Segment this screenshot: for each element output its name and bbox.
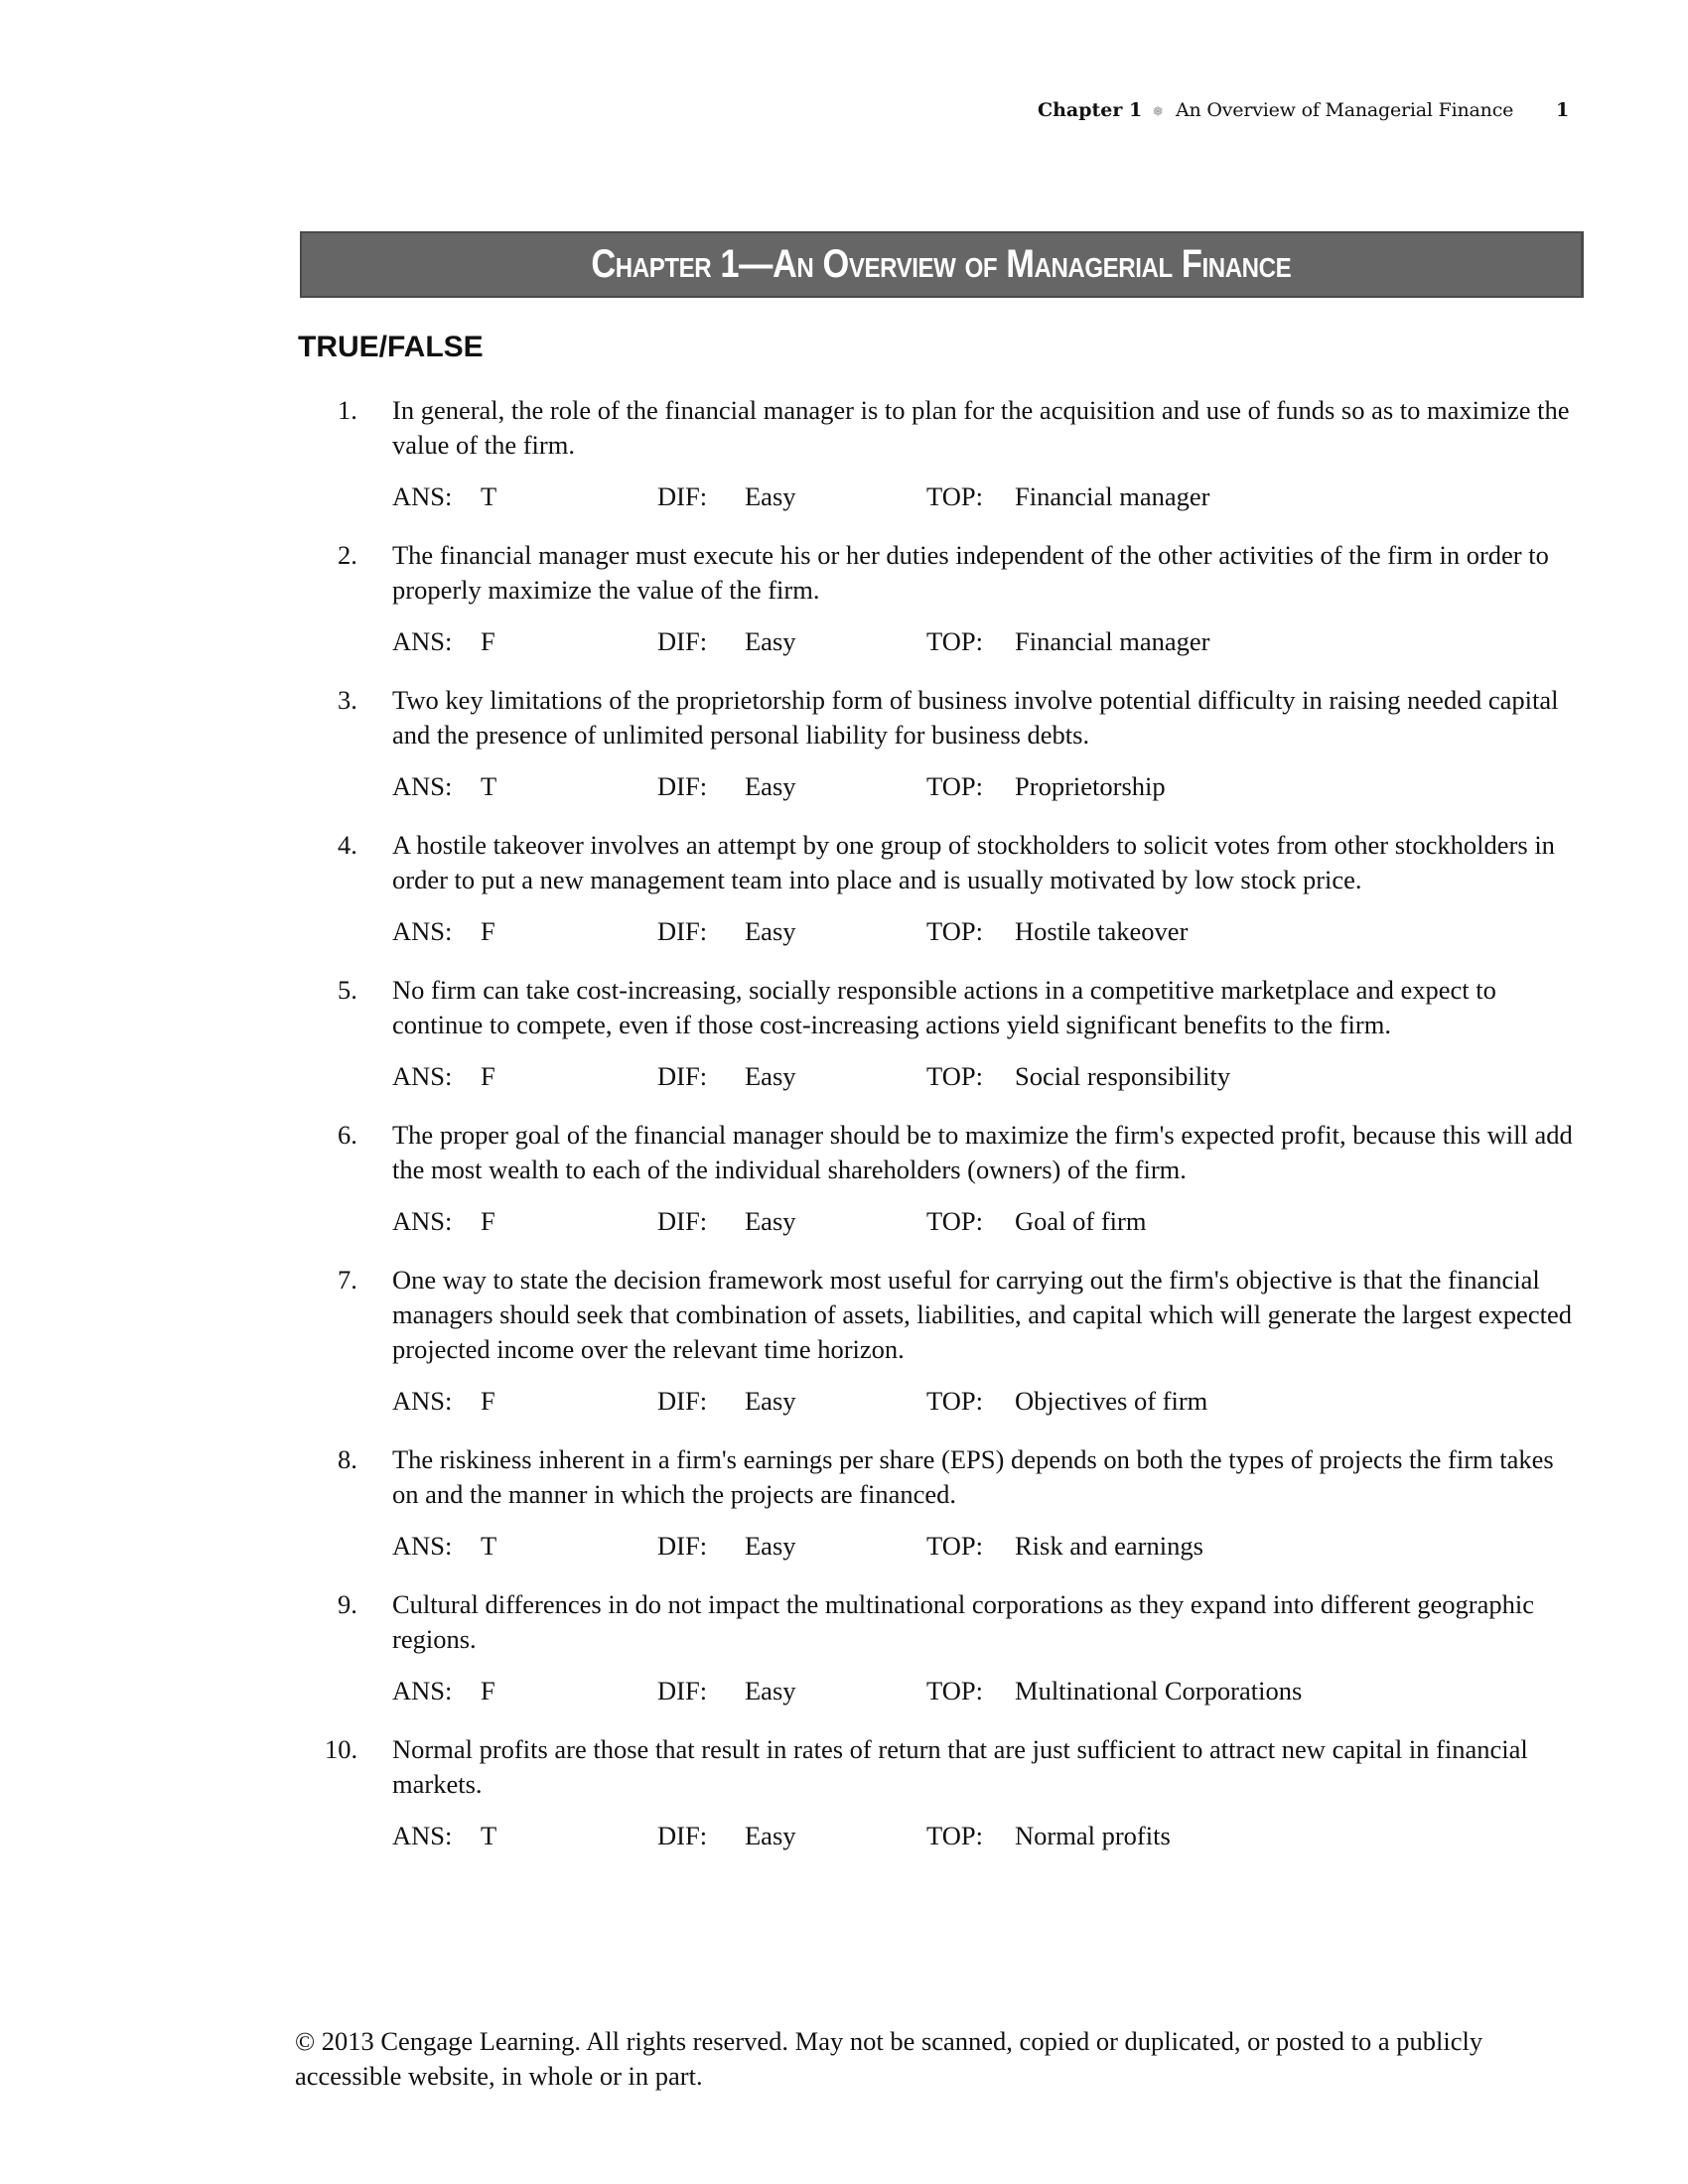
dif-label: DIF: [657, 1386, 708, 1416]
page-number: 1 [1556, 99, 1570, 121]
difficulty-value: Easy [745, 481, 796, 511]
topic-value: Social responsibility [1015, 1061, 1231, 1091]
question-item [338, 1442, 1579, 1564]
difficulty-value: Easy [745, 1531, 796, 1561]
answer-value: F [481, 1386, 495, 1416]
chapter-title: Chapter 1—An Overview of Managerial Finance [591, 242, 1292, 286]
difficulty-value: Easy [745, 1386, 796, 1416]
difficulty-value: Easy [745, 1061, 796, 1091]
answer-value: F [481, 916, 495, 946]
answer-meta [392, 914, 1579, 949]
question-number: 5. [338, 975, 357, 1005]
ans-label: ANS: [392, 1531, 453, 1561]
top-label: TOP: [926, 626, 983, 656]
difficulty-value: Easy [745, 771, 796, 801]
ans-label: ANS: [392, 1676, 453, 1706]
question-number: 10. [325, 1734, 358, 1764]
ans-label: ANS: [392, 1206, 453, 1236]
chapter-title-banner [300, 231, 1584, 298]
section-heading: TRUE/FALSE [298, 331, 484, 363]
answer-value: F [481, 1676, 495, 1706]
topic-value: Objectives of firm [1015, 1386, 1208, 1416]
snowflake-ornament-icon: ❅ [1152, 104, 1164, 120]
question-number: 9. [338, 1589, 357, 1619]
topic-value: Normal profits [1015, 1821, 1171, 1850]
ans-label: ANS: [392, 771, 453, 801]
topic-value: Goal of firm [1015, 1206, 1147, 1236]
ans-label: ANS: [392, 626, 453, 656]
question-number: 3. [338, 685, 357, 715]
difficulty-value: Easy [745, 916, 796, 946]
question-text: The riskiness inherent in a firm's earnings per share (EPS) depends on both the types of projects the firm takes on and the manner in which the projects are financed. [392, 1444, 1554, 1509]
answer-value: T [481, 1821, 497, 1850]
running-header-title: An Overview of Managerial Finance [1175, 99, 1514, 121]
answer-value: T [481, 771, 497, 801]
top-label: TOP: [926, 1676, 983, 1706]
question-text: The financial manager must execute his or her duties independent of the other activities of the firm in order to properly maximize the value of the firm. [392, 540, 1549, 605]
difficulty-value: Easy [745, 626, 796, 656]
top-label: TOP: [926, 916, 983, 946]
answer-meta [392, 1819, 1579, 1853]
question-item [338, 973, 1579, 1094]
question-number: 6. [338, 1120, 357, 1150]
question-item [338, 1118, 1579, 1239]
dif-label: DIF: [657, 1206, 708, 1236]
question-text: One way to state the decision framework most useful for carrying out the firm's objective is that the financial managers should seek that combination of assets, liabilities, and capital which will generate the largest expected projected income over the relevant time horizon. [392, 1265, 1572, 1364]
ans-label: ANS: [392, 1821, 453, 1850]
dif-label: DIF: [657, 916, 708, 946]
answer-meta [392, 1674, 1579, 1708]
ans-label: ANS: [392, 1386, 453, 1416]
difficulty-value: Easy [745, 1676, 796, 1706]
ans-label: ANS: [392, 481, 453, 511]
question-text: Normal profits are those that result in rates of return that are just sufficient to attract new capital in financial markets. [392, 1734, 1528, 1799]
answer-meta [392, 479, 1579, 514]
dif-label: DIF: [657, 1821, 708, 1850]
question-text: The proper goal of the financial manager should be to maximize the firm's expected profit, because this will add the most wealth to each of the individual shareholders (owners) of the firm. [392, 1120, 1573, 1184]
answer-meta [392, 1529, 1579, 1564]
answer-value: F [481, 626, 495, 656]
question-number: 2. [338, 540, 357, 570]
question-text: Two key limitations of the proprietorship form of business involve potential difficulty in raising needed capital and the presence of unlimited personal liability for business debts. [392, 685, 1559, 750]
dif-label: DIF: [657, 626, 708, 656]
topic-value: Multinational Corporations [1015, 1676, 1303, 1706]
question-text: A hostile takeover involves an attempt by one group of stockholders to solicit votes from other stockholders in order to put a new management team into place and is usually motivated by low stock price. [392, 830, 1555, 894]
answer-value: T [481, 481, 497, 511]
top-label: TOP: [926, 1206, 983, 1236]
top-label: TOP: [926, 1386, 983, 1416]
question-item [338, 393, 1579, 514]
question-number: 8. [338, 1444, 357, 1474]
question-list [325, 393, 1579, 1853]
top-label: TOP: [926, 1821, 983, 1850]
question-number: 1. [338, 395, 357, 425]
question-text: Cultural differences in do not impact the multinational corporations as they expand into different geographic regions. [392, 1589, 1534, 1654]
dif-label: DIF: [657, 771, 708, 801]
question-item [338, 538, 1579, 659]
dif-label: DIF: [657, 1061, 708, 1091]
top-label: TOP: [926, 1531, 983, 1561]
running-header [1038, 99, 1574, 133]
top-label: TOP: [926, 1061, 983, 1091]
top-label: TOP: [926, 481, 983, 511]
ans-label: ANS: [392, 1061, 453, 1091]
answer-meta [392, 1384, 1579, 1419]
answer-meta [392, 769, 1579, 804]
question-item [338, 828, 1579, 949]
question-item [325, 1732, 1579, 1853]
answer-value: F [481, 1206, 495, 1236]
question-number: 4. [338, 830, 357, 860]
question-number: 7. [338, 1265, 357, 1295]
answer-value: T [481, 1531, 497, 1561]
topic-value: Financial manager [1015, 481, 1210, 511]
answer-meta [392, 1204, 1579, 1239]
question-text: No firm can take cost-increasing, socially responsible actions in a competitive marketplace and expect to continue to compete, even if those cost-increasing actions yield significant benefits to the firm. [392, 975, 1496, 1039]
running-header-chapter: Chapter 1 [1038, 99, 1143, 121]
topic-value: Financial manager [1015, 626, 1210, 656]
answer-value: F [481, 1061, 495, 1091]
topic-value: Risk and earnings [1015, 1531, 1203, 1561]
top-label: TOP: [926, 771, 983, 801]
dif-label: DIF: [657, 481, 708, 511]
dif-label: DIF: [657, 1531, 708, 1561]
difficulty-value: Easy [745, 1821, 796, 1850]
question-text: In general, the role of the financial manager is to plan for the acquisition and use of funds so as to maximize the value of the firm. [392, 395, 1570, 460]
topic-value: Hostile takeover [1015, 916, 1189, 946]
question-item [338, 1263, 1579, 1419]
dif-label: DIF: [657, 1676, 708, 1706]
question-item [338, 683, 1579, 804]
difficulty-value: Easy [745, 1206, 796, 1236]
answer-meta [392, 624, 1579, 659]
ans-label: ANS: [392, 916, 453, 946]
question-item [338, 1587, 1579, 1708]
answer-meta [392, 1059, 1579, 1094]
topic-value: Proprietorship [1015, 771, 1166, 801]
copyright-footer: © 2013 Cengage Learning. All rights reserved. May not be scanned, copied or duplicated, or posted to a publicly accessible website, in whole or in part. [295, 2026, 1483, 2091]
